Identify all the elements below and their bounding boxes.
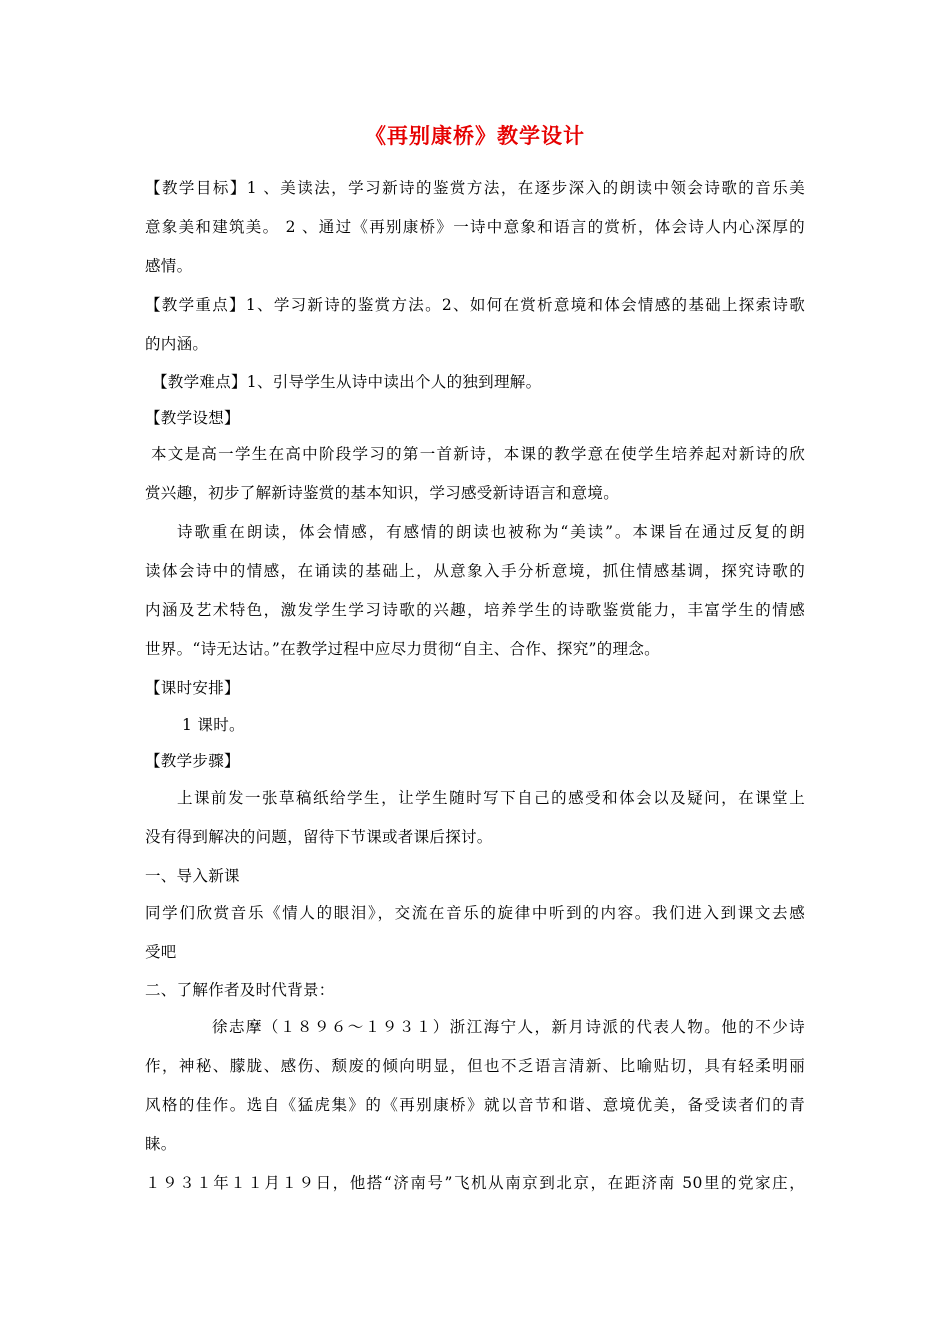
design-para1-line-1: 本文是高一学生在高中阶段学习的第一首新诗，本课的教学意在使学生培养起对新诗的欣 bbox=[151, 445, 805, 463]
design-heading: 【教学设想】 bbox=[145, 409, 240, 427]
design-para1-line-2: 赏兴趣，初步了解新诗鉴赏的基本知识，学习感受新诗语言和意境。 bbox=[145, 484, 620, 502]
section-2-line-1: 徐志摩（１８９６～１９３１）浙江海宁人，新月诗派的代表人物。他的不少诗 bbox=[212, 1018, 805, 1036]
steps-para-line-2: 没有得到解决的问题，留待下节课或者课后探讨。 bbox=[145, 828, 493, 846]
key-points-line-1: 【教学重点】1、学习新诗的鉴赏方法。2、如何在赏析意境和体会情感的基础上探索诗歌 bbox=[145, 296, 805, 314]
section-1-line-2: 受吧 bbox=[145, 943, 177, 961]
key-points-line-2: 的内涵。 bbox=[145, 335, 209, 353]
design-para2-line-1: 诗歌重在朗读，体会情感，有感情的朗读也被称为“美读”。本课旨在通过反复的朗 bbox=[177, 523, 805, 541]
section-1-line-1: 同学们欣赏音乐《情人的眼泪》，交流在音乐的旋律中听到的内容。我们进入到课文去感 bbox=[145, 904, 805, 922]
section-2-line-5: １９３１年１１月１９日，他搭“济南号”飞机从南京到北京，在距济南 50里的党家庄， bbox=[145, 1174, 805, 1192]
section-2-line-3: 风格的佳作。选自《猛虎集》的《再别康桥》就以音节和谐、意境优美，备受读者们的青 bbox=[145, 1096, 805, 1114]
section-2-line-4: 睐。 bbox=[145, 1135, 177, 1153]
section-2-line-2: 作，神秘、朦胧、感伤、颓废的倾向明显，但也不乏语言清新、比喻贴切，具有轻柔明丽 bbox=[145, 1057, 805, 1075]
document-title: 《再别康桥》教学设计 bbox=[365, 123, 585, 148]
design-para2-line-2: 读体会诗中的情感，在诵读的基础上，从意象入手分析意境，抓住情感基调，探究诗歌的 bbox=[145, 562, 805, 580]
schedule-heading: 【课时安排】 bbox=[145, 679, 240, 697]
objectives-line-3: 感情。 bbox=[145, 257, 193, 275]
difficulties-line: 【教学难点】1、引导学生从诗中读出个人的独到理解。 bbox=[152, 373, 542, 391]
section-1-heading: 一、导入新课 bbox=[145, 867, 240, 885]
schedule-text: 1 课时。 bbox=[182, 716, 245, 734]
objectives-line-2: 意象美和建筑美。 2 、通过《再别康桥》一诗中意象和语言的赏析，体会诗人内心深厚的 bbox=[145, 218, 805, 236]
design-para2-line-3: 内涵及艺术特色，激发学生学习诗歌的兴趣，培养学生的诗歌鉴赏能力，丰富学生的情感 bbox=[145, 601, 805, 619]
design-para2-line-4: 世界。“诗无达诂。”在教学过程中应尽力贯彻“自主、合作、探究”的理念。 bbox=[145, 640, 660, 658]
section-2-heading: 二、了解作者及时代背景： bbox=[145, 981, 335, 999]
objectives-line-1: 【教学目标】1 、美读法，学习新诗的鉴赏方法，在逐步深入的朗读中领会诗歌的音乐美 bbox=[145, 179, 805, 197]
steps-heading: 【教学步骤】 bbox=[145, 752, 240, 770]
steps-para-line-1: 上课前发一张草稿纸给学生，让学生随时写下自己的感受和体会以及疑问，在课堂上 bbox=[177, 789, 805, 807]
